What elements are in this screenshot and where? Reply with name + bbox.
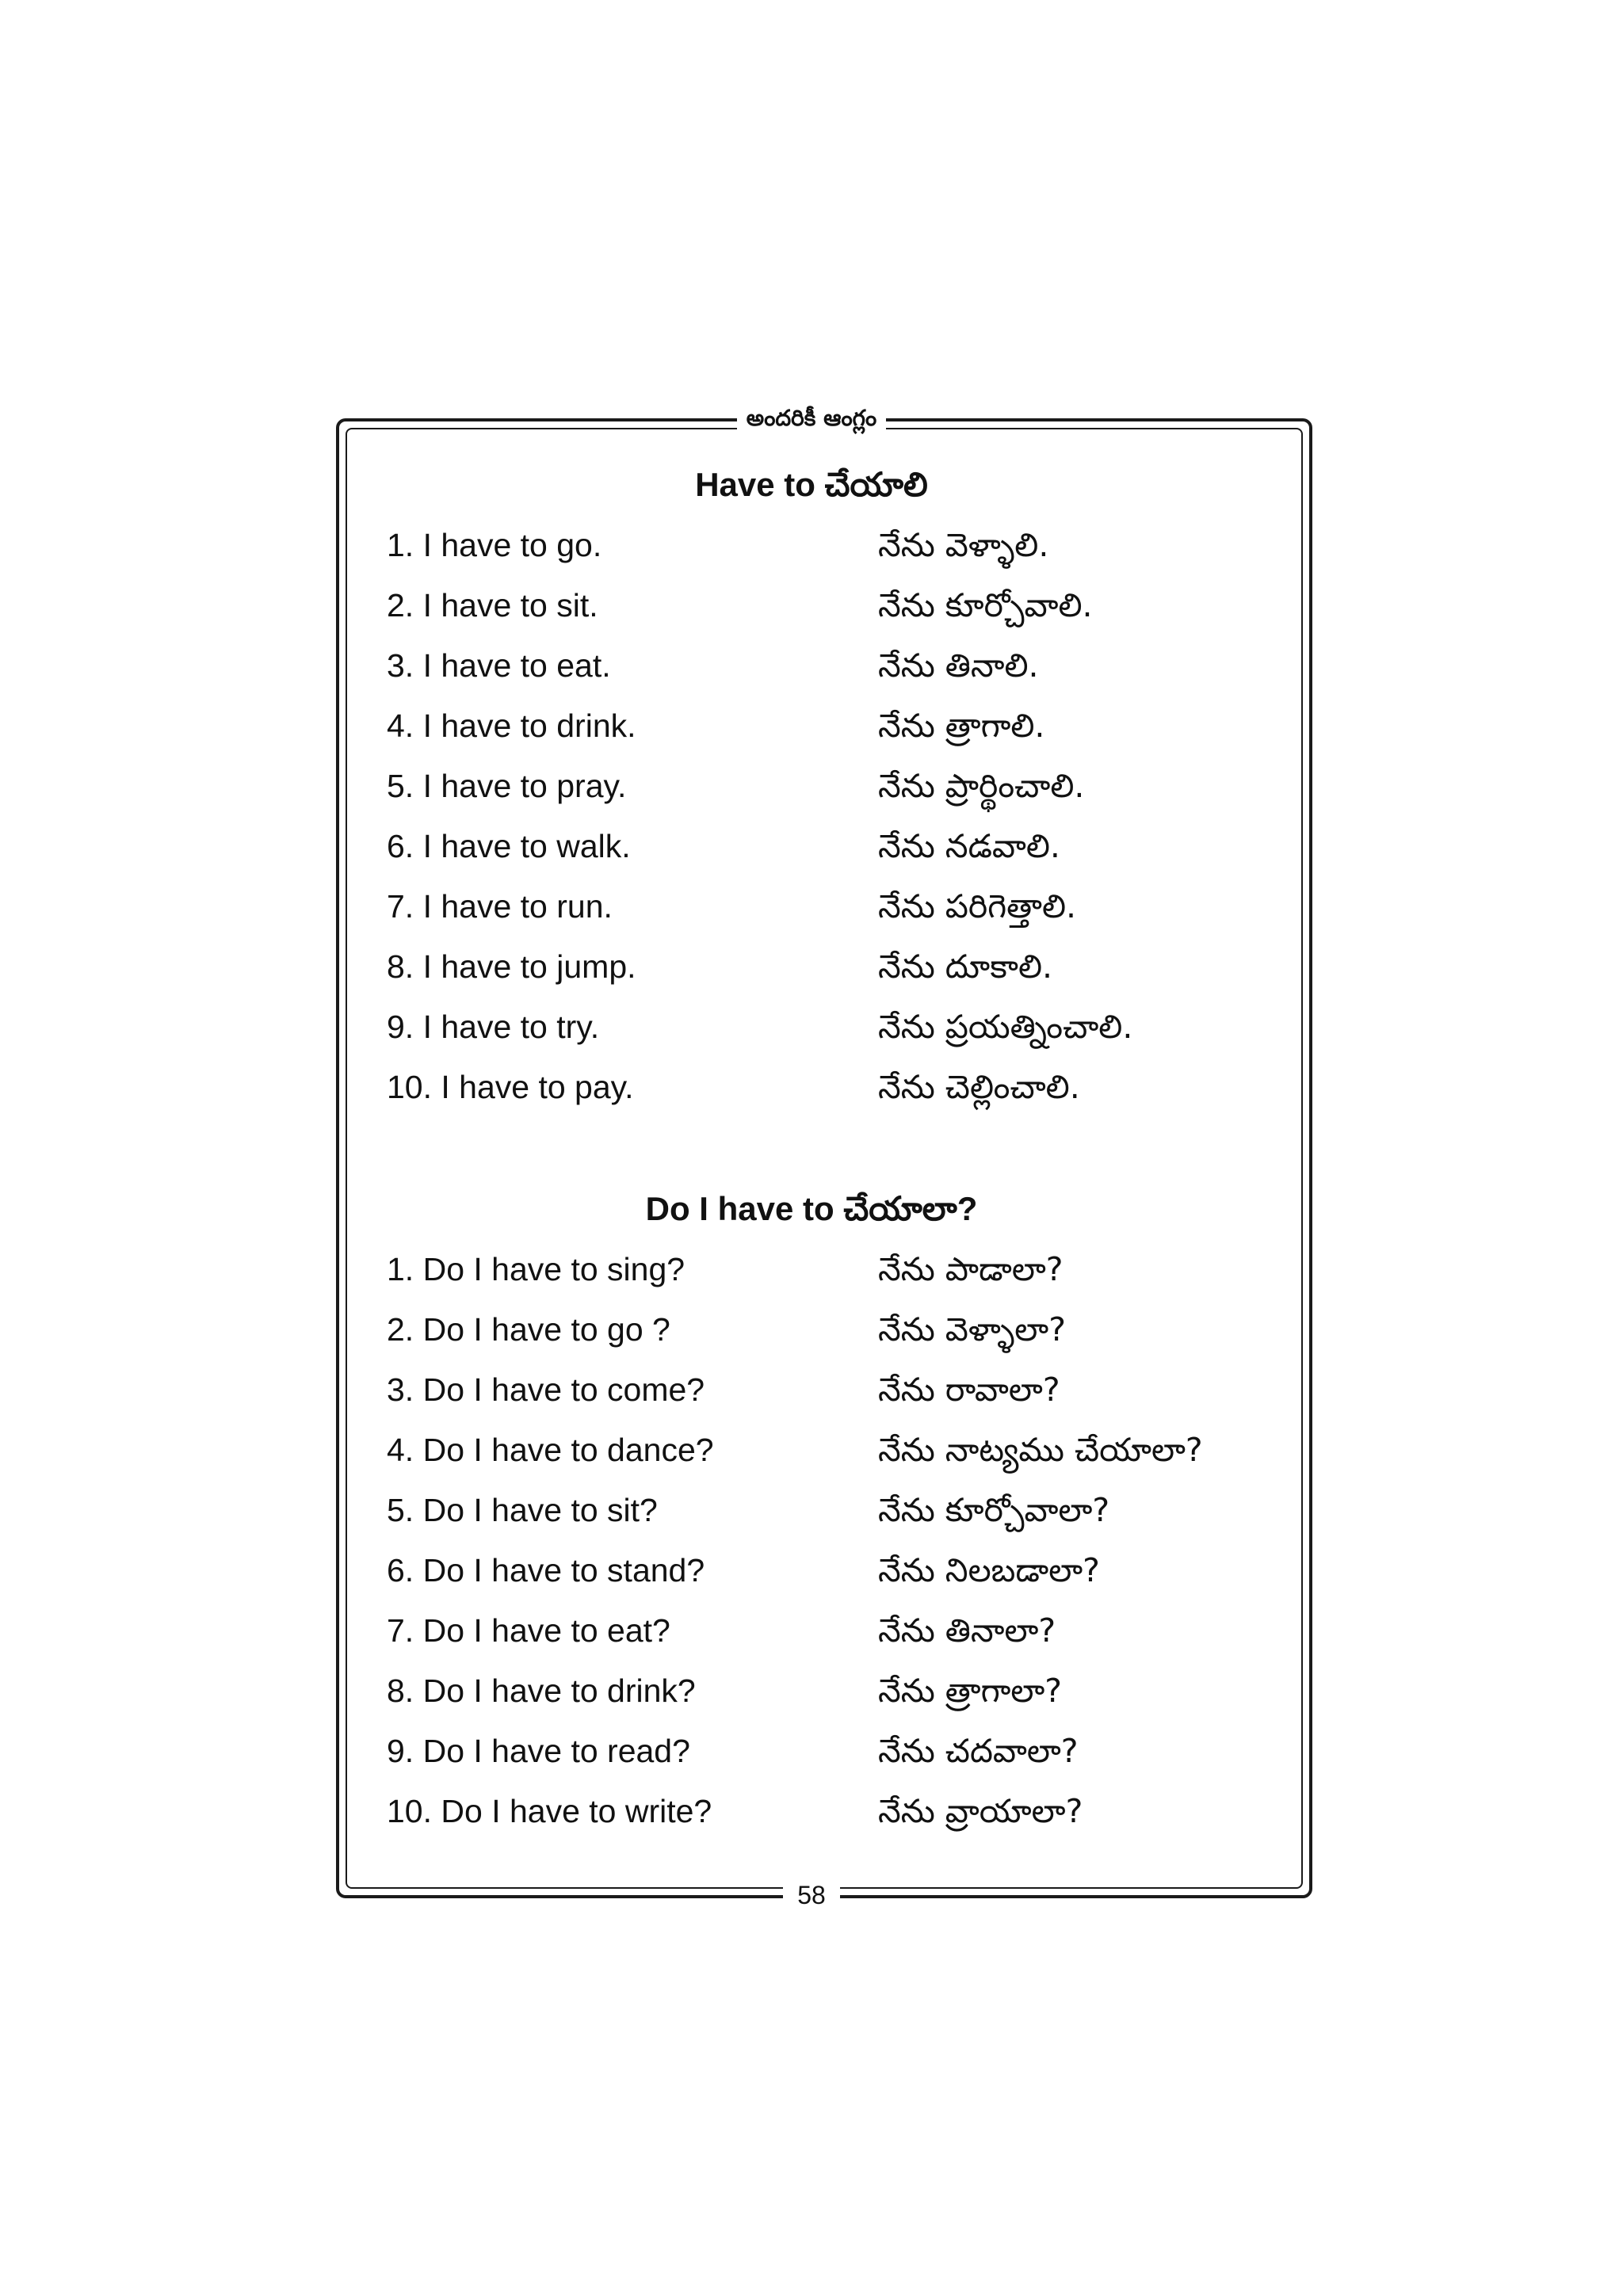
english-sentence: 2. I have to sit. xyxy=(387,587,598,624)
english-sentence: 4. Do I have to dance? xyxy=(387,1432,714,1468)
telugu-translation: నేను త్రాగాలి. xyxy=(878,707,1045,745)
english-sentence: 6. Do I have to stand? xyxy=(387,1552,705,1589)
telugu-translation: నేను కూర్చోవాలా? xyxy=(878,1491,1110,1529)
english-sentence: 4. I have to drink. xyxy=(387,707,636,744)
telugu-translation: నేను నిలబడాలా? xyxy=(878,1551,1100,1589)
english-sentence: 10. Do I have to write? xyxy=(387,1793,712,1829)
english-sentence: 1. Do I have to sing? xyxy=(387,1251,685,1287)
telugu-translation: నేను ప్రార్థించాలి. xyxy=(878,767,1085,805)
english-sentence: 3. Do I have to come? xyxy=(387,1371,705,1408)
telugu-translation: నేను పరిగెత్తాలి. xyxy=(878,887,1077,925)
page-number: 58 xyxy=(783,1879,840,1911)
telugu-translation: నేను వ్రాయాలా? xyxy=(878,1792,1083,1830)
telugu-translation: నేను వెళ్ళాలి. xyxy=(878,526,1049,564)
telugu-translation: నేను వెళ్ళాలా? xyxy=(878,1310,1066,1348)
english-sentence: 7. Do I have to eat? xyxy=(387,1612,670,1649)
english-sentence: 10. I have to pay. xyxy=(387,1069,634,1105)
english-sentence: 1. I have to go. xyxy=(387,527,602,563)
english-sentence: 9. I have to try. xyxy=(387,1009,600,1045)
section-title-have-to: Have to చేయాలి xyxy=(695,466,928,503)
telugu-translation: నేను చెల్లించాలి. xyxy=(878,1068,1080,1106)
telugu-translation: నేను తినాలా? xyxy=(878,1611,1056,1650)
english-sentence: 8. Do I have to drink? xyxy=(387,1672,696,1709)
running-header xyxy=(0,402,1623,437)
running-header-title: అందరికీ ఆంగ్లం xyxy=(737,402,886,434)
telugu-translation: నేను తినాలి. xyxy=(878,646,1039,685)
telugu-translation: నేను దూకాలి. xyxy=(878,948,1053,986)
english-sentence: 2. Do I have to go ? xyxy=(387,1311,670,1348)
telugu-translation: నేను త్రాగాలా? xyxy=(878,1672,1063,1710)
english-sentence: 7. I have to run. xyxy=(387,888,613,925)
english-sentence: 5. Do I have to sit? xyxy=(387,1492,658,1528)
telugu-translation: నేను నాట్యము చేయాలా? xyxy=(878,1431,1203,1469)
page-footer xyxy=(0,1879,1623,1916)
telugu-translation: నేను కూర్చోవాలి. xyxy=(878,586,1093,624)
telugu-translation: నేను రావాలా? xyxy=(878,1371,1060,1409)
telugu-translation: నేను నడవాలి. xyxy=(878,827,1060,865)
english-sentence: 9. Do I have to read? xyxy=(387,1733,690,1769)
telugu-translation: నేను చదవాలా? xyxy=(878,1732,1079,1770)
english-sentence: 6. I have to walk. xyxy=(387,828,631,864)
section-title-do-i-have-to: Do I have to చేయాలా? xyxy=(645,1190,978,1227)
telugu-translation: నేను ప్రయత్నించాలి. xyxy=(878,1008,1133,1046)
english-sentence: 3. I have to eat. xyxy=(387,647,611,684)
english-sentence: 8. I have to jump. xyxy=(387,948,636,985)
telugu-translation: నేను పాడాలా? xyxy=(878,1250,1064,1288)
english-sentence: 5. I have to pray. xyxy=(387,768,627,804)
